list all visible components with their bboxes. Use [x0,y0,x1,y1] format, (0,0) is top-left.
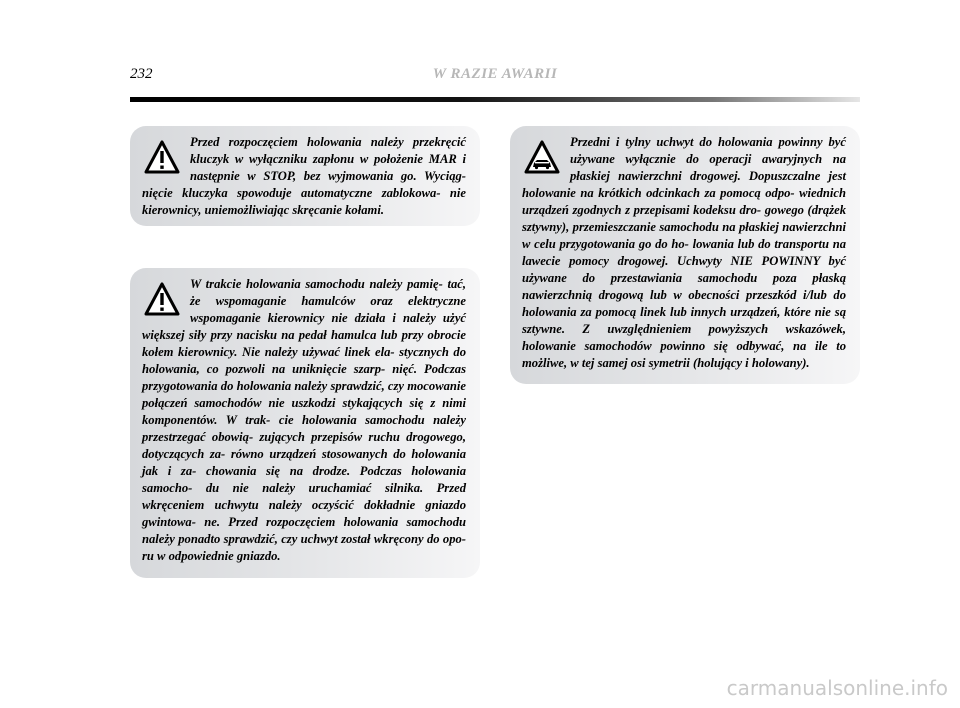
warning-text: Przed rozpoczęciem holowania należy przekręcić kluczyk w wyłączniku zapłonu w położenie MAR i następnie w STOP, bez wyjmowania go. Wyciąg- nięcie kluczyka spowoduje automatyczne zablokowa- nie kierownicy, uniemożliwiając skręcanie kołami. [142,135,466,217]
watermark: carmanualsonline.info [726,676,948,700]
warning-box-tow-hooks [510,126,860,384]
page-header [130,66,860,106]
warning-text: W trakcie holowania samochodu należy pamię- tać, że wspomaganie hamulców oraz elektryczne wspomaganie kierownicy nie działa i należy użyć większej siły przy nacisku na pedał hamulca lub przy obrocie kołem kierownicy. Nie należy używać linek ela- stycznych do holowania, co pozwoli na uniknięcie szarp- nięć. Podczas przygotowania do holowania należy sprawdzić, czy mocowanie połączeń samochodów nie uszkodzi stykających się z nimi komponentów. W trak- cie holowania samochodu należy przestrzegać obowią- zujących przepisów ruchu drogowego, dotyczących za- równo urządzeń stosowanych do holowania jak i za- chowania się na drodze. Podczas holowania samocho- du nie należy uruchamiać silnika. Przed wkręceniem uchwytu należy oczyścić dokładnie gniazdo gwintowa- ne. Przed rozpoczęciem holowania samochodu należy ponadto sprawdzić, czy uchwyt został wkręcony do opo- ru w odpowiednie gniazdo. [142,277,466,563]
warning-text: Przedni i tylny uchwyt do holowania powinny być używane wyłącznie do operacji awaryjnych na płaskiej nawierzchni drogowej. Dopuszczalne jest holowanie na krótkich odcinkach za pomocą odpo- wiednich urządzeń zgodnych z przepisami kodeksu dro- gowego (drążek sztywny), przemieszczanie samochodu na płaskiej nawierzchni w celu przygotowania go do ho- lowania lub do transportu na lawecie pomocy drogowej. Uchwyty NIE POWINNY być używane do przestawiania samochodu poza płaską nawierzchnią drogową lub w obecności przeszkód i/lub do holowania za pomocą linek lub innych urządzeń, które nie są sztywne. Z uwzględnieniem powyższych wskazówek, holowanie samochodów powinno się odbywać, na ile to możliwe, w tej samej osi symetrii (holujący i holowany). [522,135,846,370]
section-title: W RAZIE AWARII [432,66,558,82]
warning-triangle-icon [144,282,180,318]
warning-box-towing [130,268,480,578]
warning-triangle-icon [144,140,180,176]
car-warning-triangle-icon [524,140,560,176]
page-number: 232 [130,66,153,82]
warning-box-ignition [130,126,480,226]
header-rule [130,97,860,102]
